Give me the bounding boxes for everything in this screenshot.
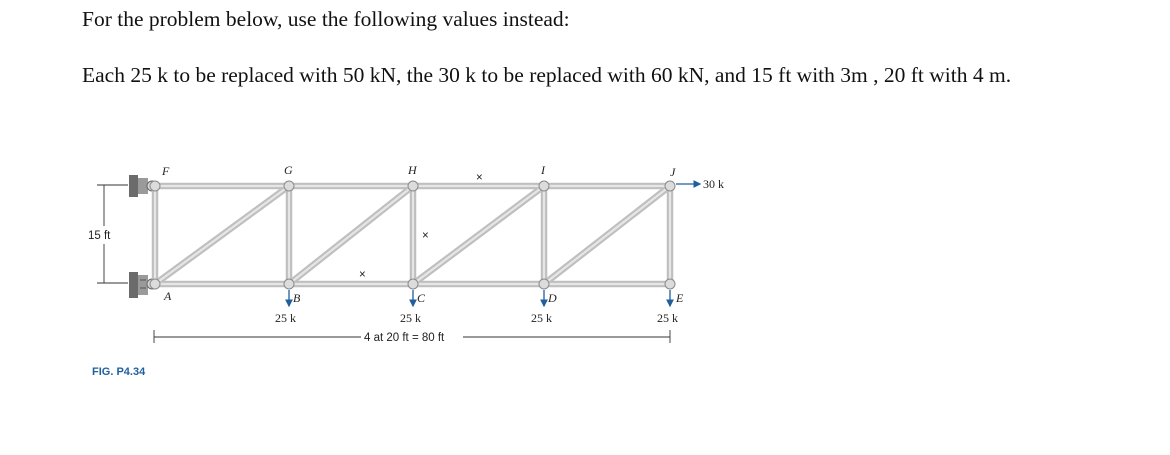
instructions-text: Each 25 k to be replaced with 50 kN, the 30 k to be replaced with 60 kN, and 15 ft with 3m , 20 ft with 4 m.: [82, 63, 1012, 87]
joint-i: [539, 181, 549, 191]
label-b: B: [293, 291, 301, 305]
joint-j: [665, 181, 675, 191]
load-horizontal: 30 k: [703, 177, 724, 191]
label-c: C: [417, 291, 426, 305]
label-d: D: [548, 291, 557, 305]
label-h: H: [408, 163, 417, 177]
joint-b: [284, 279, 294, 289]
load-arrows: [289, 184, 700, 306]
marker-1: ×: [476, 172, 483, 184]
figure-caption: FIG. P4.34: [92, 366, 146, 378]
height-dim-label: 15 ft: [88, 230, 111, 242]
label-a: A: [164, 289, 172, 303]
label-g: G: [284, 163, 293, 177]
load-d: 25 k: [531, 311, 552, 325]
load-c: 25 k: [400, 311, 421, 325]
span-dim-label: 4 at 20 ft = 80 ft: [364, 332, 445, 344]
load-b: 25 k: [275, 311, 296, 325]
joint-d: [539, 279, 549, 289]
joint-f: [150, 181, 160, 191]
label-j: J: [670, 165, 676, 179]
joint-g: [284, 181, 294, 191]
joint-e: [665, 279, 675, 289]
joint-c: [408, 279, 418, 289]
truss-members: [155, 186, 670, 284]
intro-text: For the problem below, use the following values instead:: [82, 7, 570, 31]
joint-a: [150, 279, 160, 289]
joint-h: [408, 181, 418, 191]
marker-2: ×: [422, 230, 429, 242]
load-e: 25 k: [657, 311, 678, 325]
label-i: I: [541, 163, 545, 177]
label-f: F: [162, 164, 170, 178]
marker-3: ×: [359, 269, 366, 281]
label-e: E: [676, 291, 684, 305]
